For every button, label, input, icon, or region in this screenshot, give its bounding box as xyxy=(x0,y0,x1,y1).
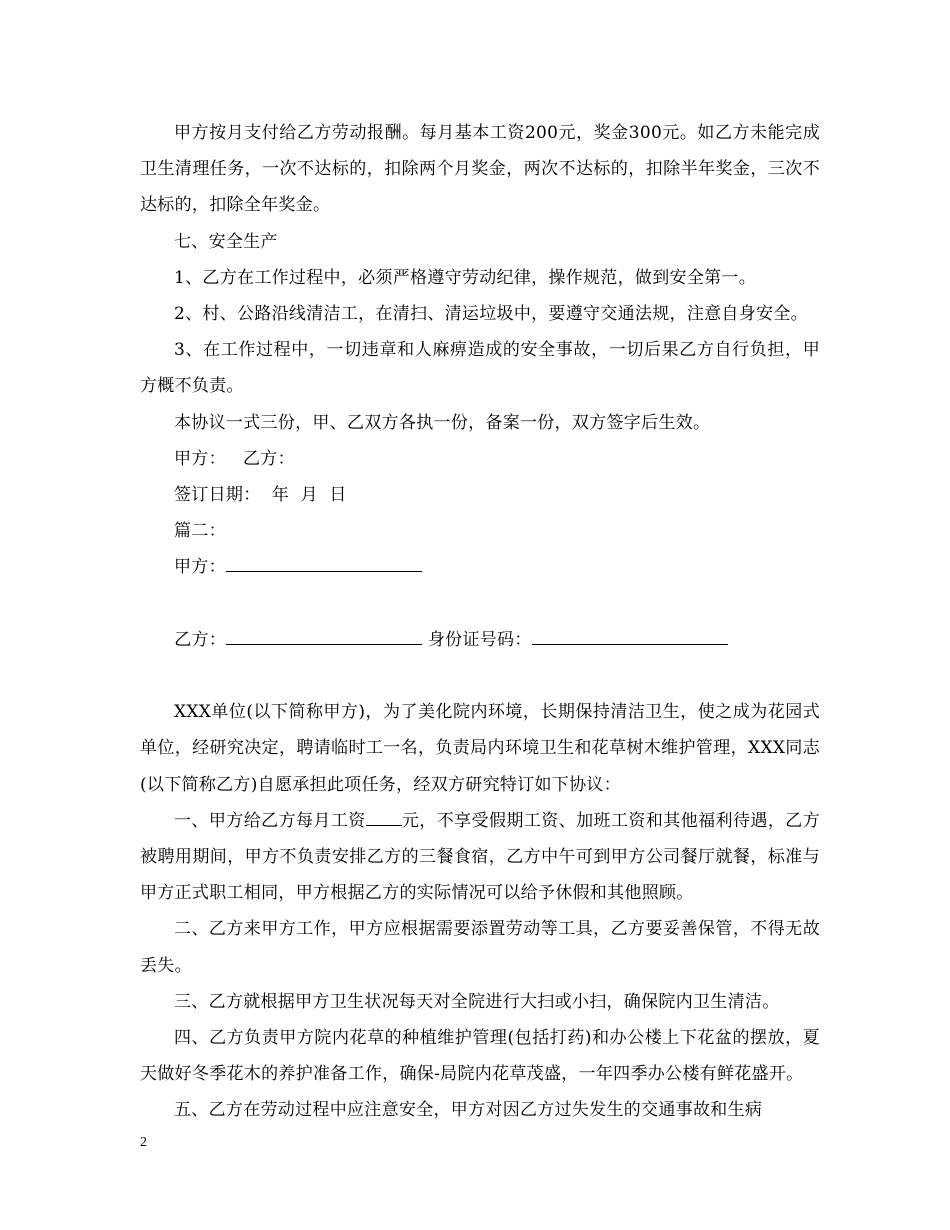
paragraph-intro: XXX单位(以下简称甲方)，为了美化院内环境，长期保持清洁卫生，使之成为花园式单位，经研究决定，聘请临时工一名，负责局内环境卫生和花草树木维护管理，XXX同志(以下简称乙方)自愿承担此项任务，经双方研究特订如下协议： xyxy=(140,702,820,795)
party-a-line xyxy=(140,549,820,585)
signature-parties: 甲方： 乙方： xyxy=(174,448,295,469)
signing-date: 签订日期： 年 月 日 xyxy=(174,485,347,506)
id-number-label: 身份证号码： xyxy=(422,629,532,650)
paragraph-article-5: 五、乙方在劳动过程中应注意安全，甲方对因乙方过失发生的交通事故和生病 xyxy=(174,1100,763,1121)
paragraph-article-3: 三、乙方就根据甲方卫生状况每天对全院进行大扫或小扫，确保院内卫生清洁。 xyxy=(174,991,780,1012)
party-b-line xyxy=(140,586,820,695)
party-b-label: 乙方： xyxy=(174,629,227,650)
paragraph-article-1 xyxy=(140,803,820,912)
paragraph-safety-1: 1、乙方在工作过程中，必须严格遵守劳动纪律，操作规范，做到安全第一。 xyxy=(174,267,757,288)
paragraph-article-4: 四、乙方负责甲方院内花草的种植维护管理(包括打药)和办公楼上下花盆的摆放，夏天做好冬季花木的养护准备工作，确保-局院内花草茂盛，一年四季办公楼有鲜花盛开。 xyxy=(140,1028,820,1085)
article-1-text-a: 一、甲方给乙方每月工资 xyxy=(174,810,366,831)
paragraph-safety-2: 2、村、公路沿线清洁工，在清扫、清运垃圾中，要遵守交通法规，注意自身安全。 xyxy=(174,304,808,325)
section-heading-safety: 七、安全生产 xyxy=(174,231,278,252)
salary-blank[interactable] xyxy=(366,805,402,826)
paragraph-article-2: 二、乙方来甲方工作，甲方应根据需要添置劳动等工具，乙方要妥善保管，不得无故丢失。 xyxy=(140,919,820,976)
id-number-blank[interactable] xyxy=(532,624,728,645)
page-number: 2 xyxy=(140,1135,147,1150)
party-b-blank[interactable] xyxy=(226,624,422,645)
document-body xyxy=(140,115,820,1129)
paragraph-remuneration: 甲方按月支付给乙方劳动报酬。每月基本工资200元，奖金300元。如乙方未能完成卫生清理任务，一次不达标的，扣除两个月奖金，两次不达标的，扣除半年奖金，三次不达标的，扣除全年奖金。 xyxy=(140,123,820,216)
party-a-label: 甲方： xyxy=(174,557,226,578)
paragraph-copies: 本协议一式三份，甲、乙双方各执一份，备案一份，双方签字后生效。 xyxy=(174,412,711,433)
part-two-heading: 篇二： xyxy=(174,521,226,542)
article-1-text-b: 元，不享受假期工资、加班工资和其他福利待遇，乙方被聘用期间，甲方不负责安排乙方的三餐食宿，乙方中午可到甲方公司餐厅就餐，标准与甲方正式职工相同，甲方根据乙方的实际情况可以给予休假和其他照顾。 xyxy=(140,810,820,904)
paragraph-safety-3: 3、在工作过程中，一切违章和人麻痹造成的安全事故，一切后果乙方自行负担，甲方概不负责。 xyxy=(140,340,820,397)
party-a-blank[interactable] xyxy=(226,551,422,572)
